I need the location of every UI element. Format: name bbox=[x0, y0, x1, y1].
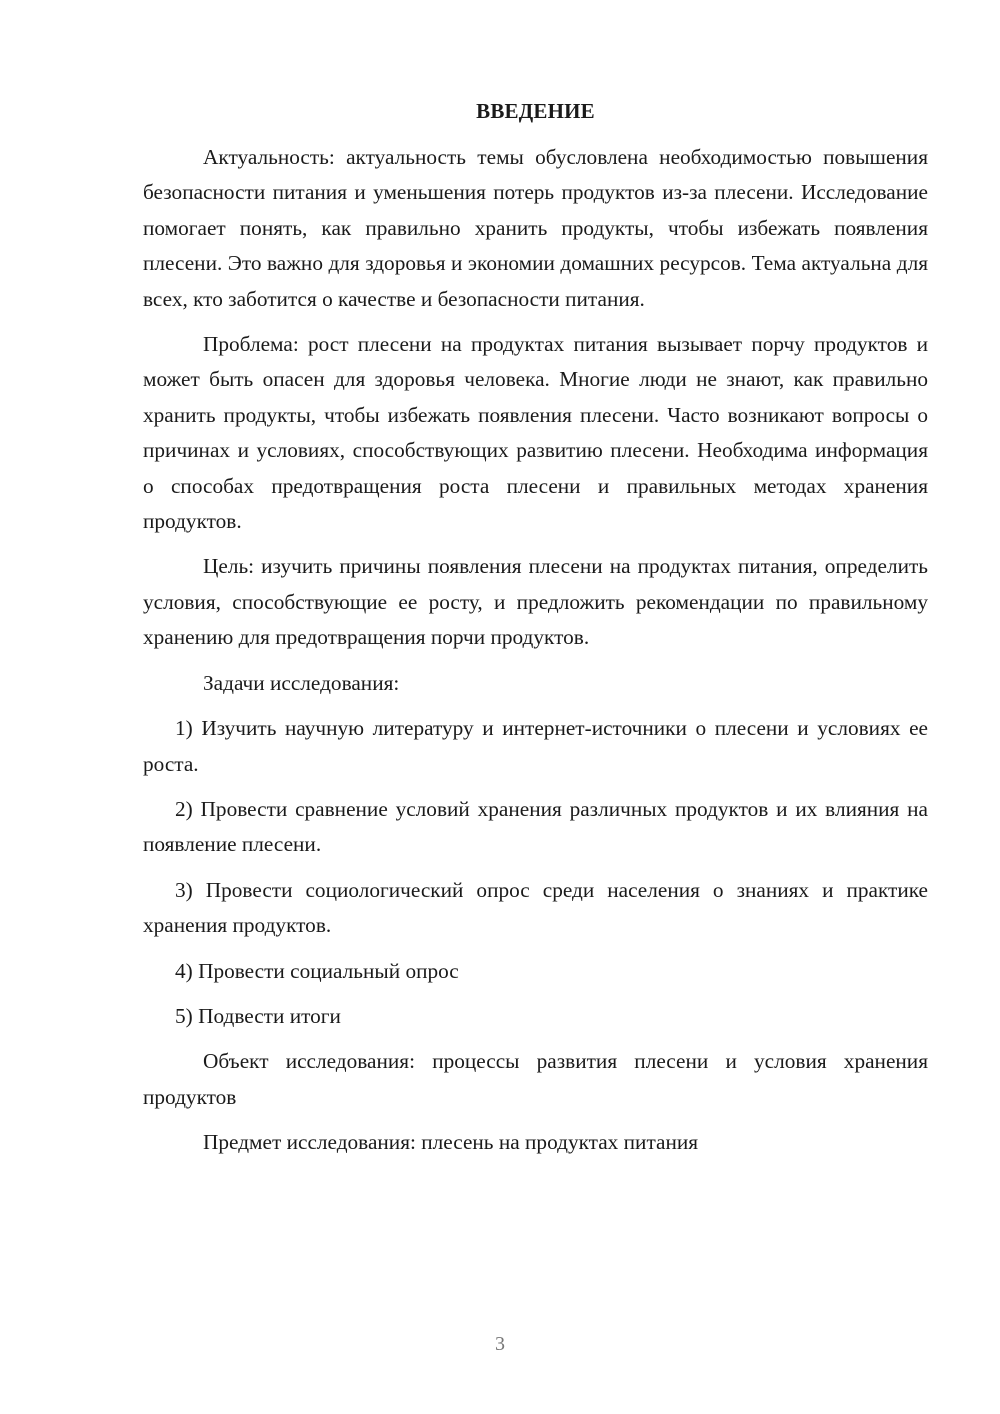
tasks-list bbox=[143, 711, 928, 1034]
task-item-4: 4) Провести социальный опрос bbox=[175, 958, 459, 983]
task-item-1: 1) Изучить научную литературу и интернет-источники о плесени и условиях ее роста. bbox=[143, 716, 928, 776]
task-item-5: 5) Подвести итоги bbox=[175, 1003, 341, 1028]
document-body bbox=[143, 140, 928, 1161]
subject-paragraph: Предмет исследования: плесень на продуктах питания bbox=[203, 1130, 699, 1155]
relevance-paragraph: Актуальность: актуальность темы обусловлена необходимостью повышения безопасности питания и уменьшения потерь продуктов из-за плесени. Исследование помогает понять, как правильно хранить продукты, чтобы избежать появления плесени. Это важно для здоровья и экономии домашних ресурсов. Тема актуальна для всех, кто заботится о качестве и безопасности питания. bbox=[143, 145, 928, 311]
tasks-heading: Задачи исследования: bbox=[203, 670, 400, 695]
object-paragraph: Объект исследования: процессы развития плесени и условия хранения продуктов bbox=[143, 1049, 928, 1109]
task-item-2: 2) Провести сравнение условий хранения различных продуктов и их влияния на появление плесени. bbox=[143, 796, 928, 857]
task-item-3: 3) Провести социологический опрос среди населения о знаниях и практике хранения продуктов. bbox=[143, 877, 928, 938]
page-title: ВВЕДЕНИЕ bbox=[476, 99, 595, 123]
problem-paragraph: Проблема: рост плесени на продуктах питания вызывает порчу продуктов и может быть опасен для здоровья человека. Многие люди не знают, как правильно хранить продукты, чтобы избежать появления плесени. Часто возникают вопросы о причинах и условиях, способствующих развитию плесени. Необходима информация о способах предотвращения роста плесени и правильных методах хранения продуктов. bbox=[143, 332, 928, 534]
goal-paragraph: Цель: изучить причины появления плесени на продуктах питания, определить условия, способствующие ее росту, и предложить рекомендации по правильному хранению для предотвращения порчи продуктов. bbox=[143, 554, 928, 650]
page-number: 3 bbox=[495, 1333, 505, 1355]
